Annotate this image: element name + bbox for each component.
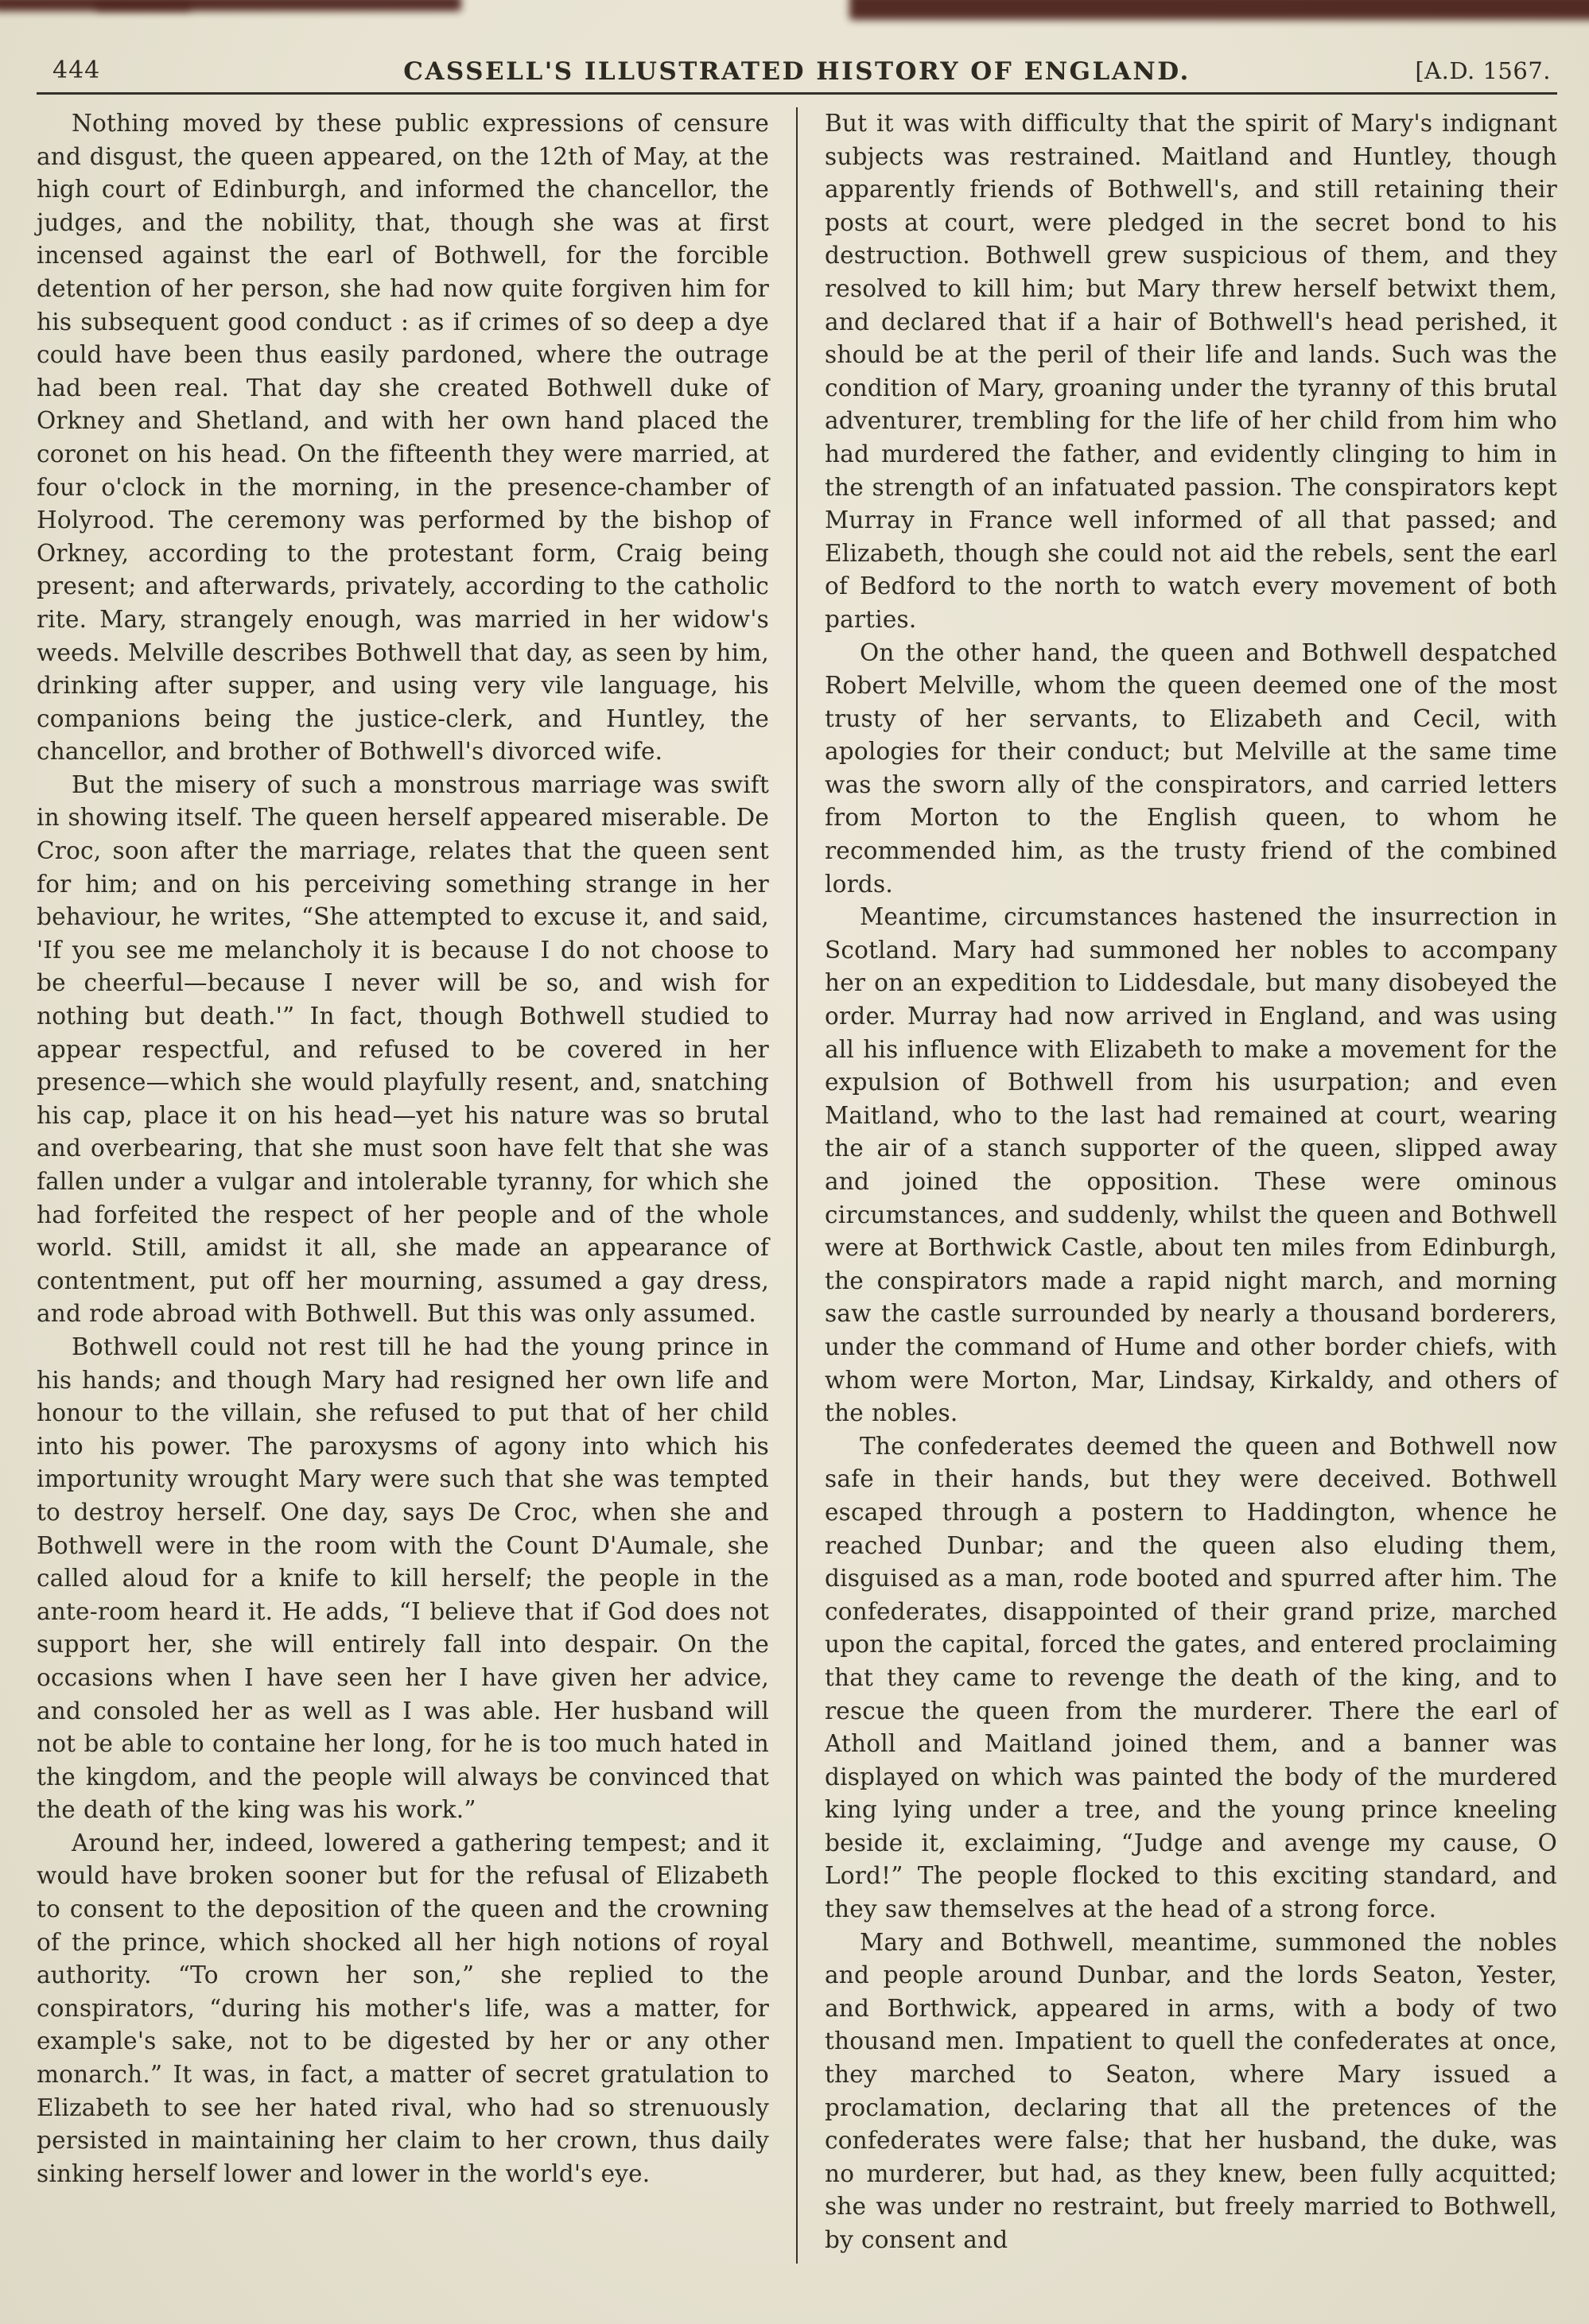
scan-artifact: [849, 0, 1589, 20]
paragraph: Mary and Bothwell, meantime, summoned the nobles and people around Dunbar, and the lords Seaton, Yester, and Borthwick, appeared in arms, with a body of two thousand men. Impatient to quell the confederates at once, they marched to Seaton, where Mary issued a proclamation, declaring that all the pretences of the confederates were false; that her husband, the duke, was no murderer, but had, as they knew, been fully acquitted; she was under no restraint, but freely married to Bothwell, by consent and: [825, 1928, 1557, 2253]
paragraph: Meantime, circumstances hastened the insurrection in Scotland. Mary had summoned her nobles to accompany her on an expedition to Liddesdale, but many disobeyed the order. Murray had now arrived in England, and was using all his influence with Elizabeth to make a movement for the expulsion of Bothwell from his usurpation; and even Maitland, who to the last had remained at court, wearing the air of a stanch supporter of the queen, slipped away and joined the opposition. These were ominous circumstances, and suddenly, whilst the queen and Bothwell were at Borthwick Castle, about ten miles from Edinburgh, the conspirators made a rapid night march, and morning saw the castle surrounded by nearly a thousand borderers, under the command of Hume and other border chiefs, with whom were Morton, Mar, Lindsay, Kirkaldy, and others of the nobles.: [825, 903, 1557, 1427]
paragraph: On the other hand, the queen and Bothwell despatched Robert Melville, whom the queen deemed one of the most trusty of her servants, to Elizabeth and Cecil, with apologies for their conduct; but Melville at the same time was the sworn ally of the conspirators, and carried letters from Morton to the English queen, to whom he recommended him, as the trusty friend of the combined lords.: [825, 638, 1557, 898]
paragraph: Bothwell could not rest till he had the young prince in his hands; and though Mary had resigned her own life and honour to the villain, she refused to put that of her child into his power. The paroxysms of agony into which his importunity wrought Mary were such that she was tempted to destroy herself. One day, says De Croc, when she and Bothwell were in the room with the Count D'Aumale, she called aloud for a knife to kill herself; the people in the ante-room heard it. He adds, “I believe that if God does not support her, she will entirely fall into despair. On the occasions when I have seen her I have given her advice, and consoled her as well as I was able. Her husband will not be able to containe her long, for he is too much hated in the kingdom, and the people will always be convinced that the death of the king was his work.”: [37, 1333, 769, 1824]
paragraph: Nothing moved by these public expressions of censure and disgust, the queen appeared, on the 12th of May, at the high court of Edinburgh, and informed the chancellor, the judges, and the nobility, that, though she was at first incensed against the earl of Bothwell, for the forcible detention of her person, she had now quite forgiven him for his subsequent good conduct : as if crimes of so deep a dye could have been thus easily pardoned, where the outrage had been real. That day she created Bothwell duke of Orkney and Shetland, and with her own hand placed the coronet on his head. On the fifteenth they were married, at four o'clock in the morning, in the presence-chamber of Holyrood. The ceremony was performed by the bishop of Orkney, according to the protestant form, Craig being present; and afterwards, privately, according to the catholic rite. Mary, strangely enough, was married in her widow's weeds. Melville describes Bothwell that day, as seen by him, drinking after supper, and using very vile language, his companions being the justice-clerk, and Huntley, the chancellor, and brother of Bothwell's divorced wife.: [37, 110, 769, 766]
text-columns: [37, 107, 1557, 2264]
right-column: [798, 107, 1557, 2264]
scan-artifact: [95, 3, 191, 11]
page-header: [41, 49, 1552, 86]
date-marker: [A.D. 1567.: [1415, 57, 1551, 84]
scan-artifact: [0, 0, 461, 11]
paragraph: Around her, indeed, lowered a gathering tempest; and it would have broken sooner but for the refusal of Elizabeth to consent to the deposition of the queen and the crowning of the prince, which shocked all her high notions of royal authority. “To crown her son,” she replied to the conspirators, “during his mother's life, was a matter, for example's sake, not to be digested by her or any other monarch.” It was, in fact, a matter of secret gratulation to Elizabeth to see her hated rival, who had so strenuously persisted in maintaining her claim to her crown, thus daily sinking herself lower and lower in the world's eye.: [37, 1829, 769, 2187]
header-rule: [37, 92, 1557, 95]
running-title: CASSELL'S ILLUSTRATED HISTORY OF ENGLAND.: [403, 57, 1191, 86]
left-column: [37, 107, 796, 2264]
paragraph: The confederates deemed the queen and Bothwell now safe in their hands, but they were deceived. Bothwell escaped through a postern to Haddington, whence he reached Dunbar; and the queen also eluding them, disguised as a man, rode booted and spurred after him. The confederates, disappointed of their grand prize, marched upon the capital, forced the gates, and entered proclaiming that they came to revenge the death of the king, and to rescue the queen from the murderer. There the earl of Atholl and Maitland joined them, and a banner was displayed on which was painted the body of the murdered king lying under a tree, and the young prince kneeling beside it, exclaiming, “Judge and avenge my cause, O Lord!” The people flocked to this exciting standard, and they saw themselves at the head of a strong force.: [825, 1432, 1557, 1923]
paragraph: But it was with difficulty that the spirit of Mary's indignant subjects was restrained. Maitland and Huntley, though apparently friends of Bothwell's, and still retaining their posts at court, were pledged in the secret bond to his destruction. Bothwell grew suspicious of them, and they resolved to kill him; but Mary threw herself betwixt them, and declared that if a hair of Bothwell's head perished, it should be at the peril of their life and lands. Such was the condition of Mary, groaning under the tyranny of this brutal adventurer, trembling for the life of her child from him who had murdered the father, and evidently clinging to him in the strength of an infatuated passion. The conspirators kept Murray in France well informed of all that passed; and Elizabeth, though she could not aid the rebels, sent the earl of Bedford to the north to watch every movement of both parties.: [825, 110, 1557, 633]
page-number: 444: [52, 56, 101, 84]
paragraph: But the misery of such a monstrous marriage was swift in showing itself. The queen herself appeared miserable. De Croc, soon after the marriage, relates that the queen sent for him; and on his perceiving something strange in her behaviour, he writes, “She attempted to excuse it, and said, 'If you see me melancholy it is because I do not choose to be cheerful—because I never will be so, and wish for nothing but death.'” In fact, though Bothwell studied to appear respectful, and refused to be covered in her presence—which she would playfully resent, and, snatching his cap, place it on his head—yet his nature was so brutal and overbearing, that she must soon have felt that she was fallen under a vulgar and intolerable tyranny, for which she had forfeited the respect of her people and of the whole world. Still, amidst it all, she made an appearance of contentment, put off her mourning, assumed a gay dress, and rode abroad with Bothwell. But this was only assumed.: [37, 770, 769, 1328]
